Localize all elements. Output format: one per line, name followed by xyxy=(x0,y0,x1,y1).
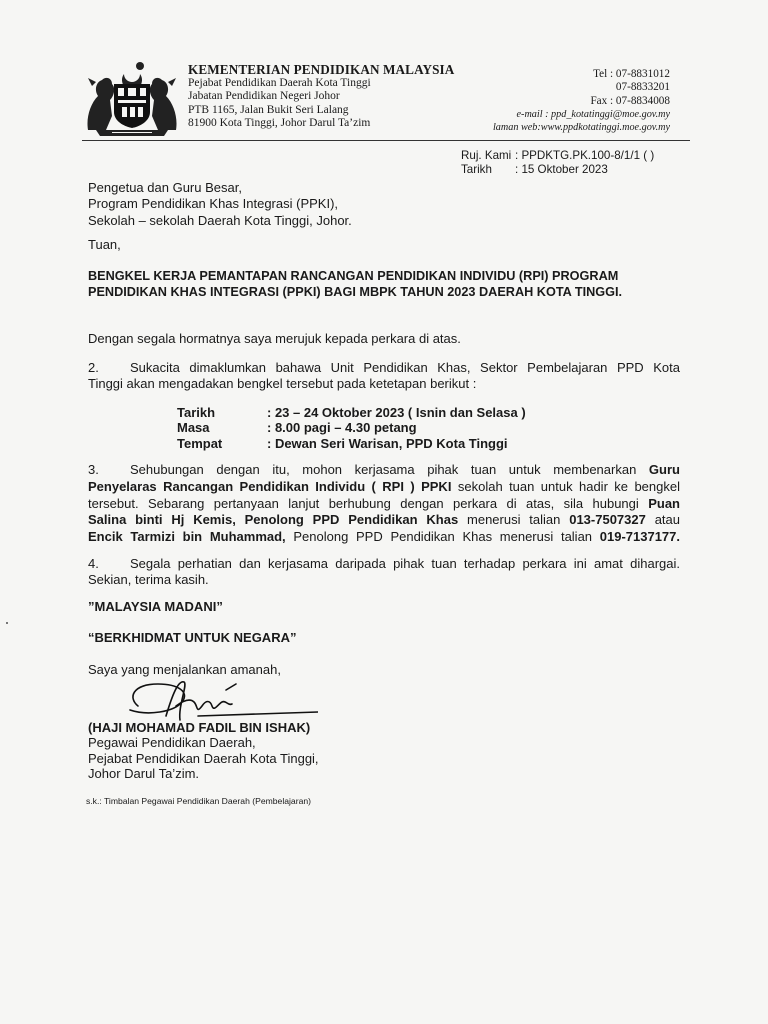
event-date-label: Tarikh xyxy=(177,405,216,420)
event-time-label: Masa xyxy=(177,420,210,436)
paragraph-number: 2. xyxy=(88,360,99,375)
date-label: Tarikh xyxy=(461,163,492,176)
letterhead-contact xyxy=(450,68,670,134)
carbon-copy: s.k.: Timbalan Pegawai Pendidikan Daerah (Pembelajaran) xyxy=(86,796,311,806)
ref-value: : PPDKTG.PK.100-8/1/1 ( ) xyxy=(515,149,655,162)
recipient-block xyxy=(88,180,352,229)
recipient-line: Sekolah – sekolah Daerah Kota Tinggi, Johor. xyxy=(88,212,352,228)
letterhead-address xyxy=(188,63,454,131)
subject-line: PENDIDIKAN KHAS INTEGRASI (PPKI) BAGI MBPK TAHUN 2023 DAERAH KOTA TINGGI. xyxy=(88,285,623,300)
subject-line: BENGKEL KERJA PEMANTAPAN RANCANGAN PENDIDIKAN INDIVIDU (RPI) PROGRAM xyxy=(88,269,619,283)
fax: Fax : 07-8834008 xyxy=(590,94,670,107)
ref-label: Ruj. Kami xyxy=(461,149,512,162)
telephone-1: Tel : 07-8831012 xyxy=(593,68,670,80)
address-line: PTB 1165, Jalan Bukit Seri Lalang xyxy=(188,103,349,116)
subject xyxy=(88,268,622,301)
letterhead-divider xyxy=(82,140,690,141)
salutation: Tuan, xyxy=(88,237,121,252)
closing-line: Saya yang menjalankan amanah, xyxy=(88,662,281,677)
signatory-title: Pegawai Pendidikan Daerah, xyxy=(88,735,256,751)
paragraph-4: 4. Segala perhatian dan kerjasama daripada pihak tuan terhadap perkara ini amat dihargai. Sekian, terima kasih. xyxy=(88,556,680,588)
telephone-2: 07-8833201 xyxy=(615,81,670,94)
event-venue-label: Tempat xyxy=(177,435,223,451)
slogan-berkhidmat: “BERKHIDMAT UNTUK NEGARA” xyxy=(88,630,297,645)
ministry-name: KEMENTERIAN PENDIDIKAN MALAYSIA xyxy=(188,62,455,77)
email: e-mail : ppd_kotatinggi@moe.gov.my xyxy=(516,108,670,120)
address-line: 81900 Kota Tinggi, Johor Darul Ta’zim xyxy=(188,117,371,130)
event-venue-value: : Dewan Seri Warisan, PPD Kota Tinggi xyxy=(267,435,508,451)
reference-block xyxy=(461,149,654,177)
address-line: Pejabat Pendidikan Daerah Kota Tinggi xyxy=(188,76,371,89)
recipient-line: Program Pendidikan Khas Integrasi (PPKI), xyxy=(88,196,339,212)
recipient-line: Pengetua dan Guru Besar, xyxy=(88,180,242,195)
address-line: Jabatan Pendidikan Negeri Johor xyxy=(188,90,340,103)
margin-dot xyxy=(6,622,8,624)
signatory-office: Pejabat Pendidikan Daerah Kota Tinggi, xyxy=(88,750,319,766)
event-time-value: : 8.00 pagi – 4.30 petang xyxy=(267,420,417,436)
signatory-name: (HAJI MOHAMAD FADIL BIN ISHAK) xyxy=(88,720,311,735)
date-value: : 15 Oktober 2023 xyxy=(515,163,608,176)
paragraph-3: 3. Sehubungan dengan itu, mohon kerjasama pihak tuan untuk membenarkan Guru Penyelaras Rancangan Pendidikan Individu ( RPI ) PPKI sekolah tuan untuk hadir ke bengkel tersebut. Sebarang pertanyaan lanjut berhubung dengan perkara di atas, sila hubungi Puan Salina binti Hj Kemis, Penolong PPD Pendidikan Khas menerusi talian 013-7507327 atau Encik Tarmizi bin Muhammad, Penolong PPD Pendidikan Khas menerusi talian 019-7137177. xyxy=(88,462,680,545)
signatory-block xyxy=(88,720,319,782)
slogan-malaysia-madani: ”MALAYSIA MADANI” xyxy=(88,599,223,614)
malaysia-coat-of-arms-logo xyxy=(82,60,182,138)
website: laman web:www.ppdkotatinggi.moe.gov.my xyxy=(492,122,670,134)
paragraph-2: 2. Sukacita dimaklumkan bahawa Unit Pendidikan Khas, Sektor Pembelajaran PPD Kota Tinggi akan mengadakan bengkel tersebut pada ketetapan berikut : xyxy=(88,360,680,392)
event-date-value: : 23 – 24 Oktober 2023 ( Isnin dan Selasa ) xyxy=(267,405,526,420)
signatory-state: Johor Darul Ta’zim. xyxy=(88,766,200,782)
event-details xyxy=(177,405,526,451)
paragraph-1: Dengan segala hormatnya saya merujuk kepada perkara di atas. xyxy=(88,331,461,346)
